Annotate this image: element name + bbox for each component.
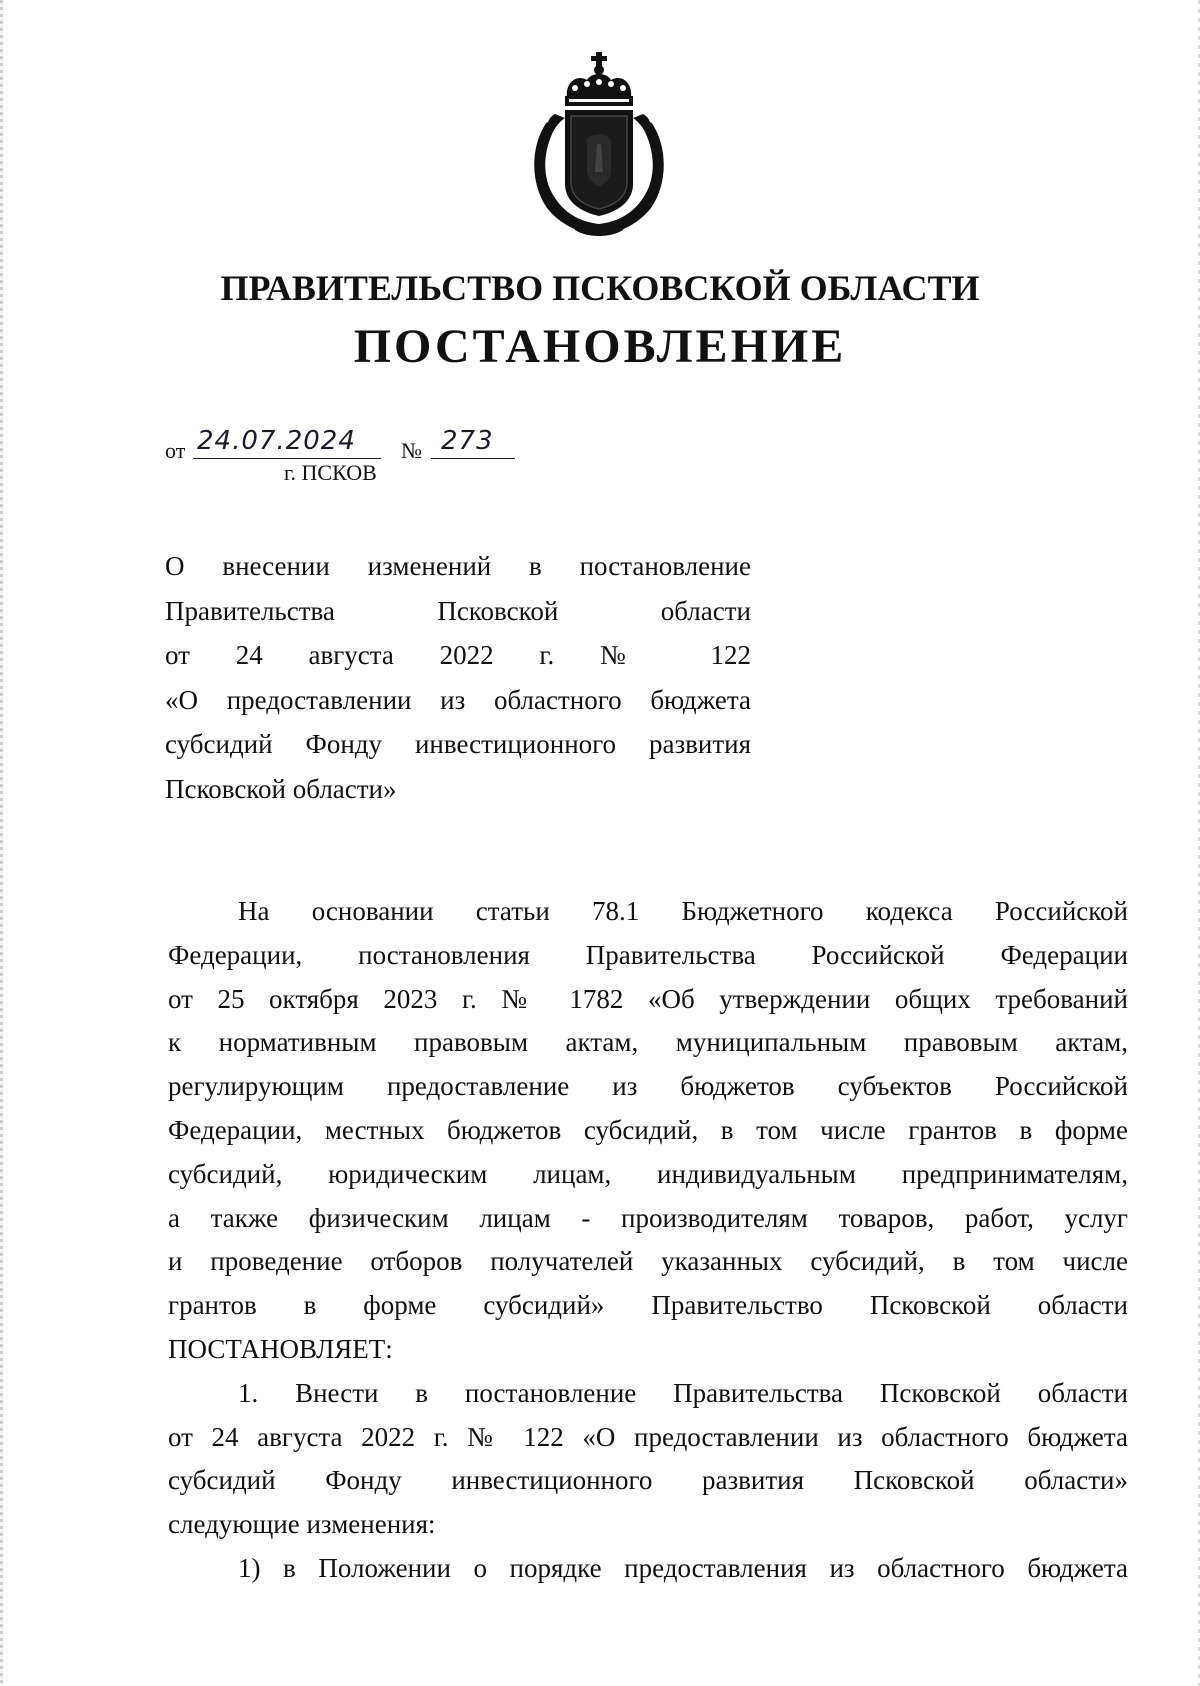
city-label: г. ПСКОВ xyxy=(284,460,377,485)
number-label: № xyxy=(401,438,422,463)
body-line: На основании статьи 78.1 Бюджетного кодекса Российской xyxy=(238,896,1128,926)
body-line: 1) в Положении о порядке предоставления из областного бюджета xyxy=(238,1552,1128,1583)
body-line: субсидий, юридическим лицам, индивидуальным предпринимателям, xyxy=(168,1158,1128,1189)
handwritten-date: 24.07.2024 xyxy=(197,426,356,456)
subject-line: от 24 августа 2022 г. № 122 xyxy=(165,640,751,670)
body-line: к нормативным правовым актам, муниципальным правовым актам, xyxy=(168,1027,1128,1058)
subject-line: О внесении изменений в постановление xyxy=(165,551,751,581)
date-from-label: от xyxy=(165,438,186,463)
organization-title: ПРАВИТЕЛЬСТВО ПСКОВСКОЙ ОБЛАСТИ xyxy=(220,268,980,308)
body-line: Федерации, местных бюджетов субсидий, в том числе грантов в форме xyxy=(168,1114,1128,1145)
body-line: от 25 октября 2023 г. № 1782 «Об утверждении общих требований xyxy=(168,983,1128,1014)
body-line: регулирующим предоставление из бюджетов субъектов Российской xyxy=(168,1071,1128,1102)
subject-line: субсидий Фонду инвестиционного развития xyxy=(165,729,751,759)
handwritten-number: 273 xyxy=(441,426,494,456)
subject-line: «О предоставлении из областного бюджета xyxy=(165,684,751,715)
subject-line: Правительства Псковской области xyxy=(165,595,751,626)
body-line: ПОСТАНОВЛЯЕТ: xyxy=(168,1333,393,1364)
pskov-oblast-coat-of-arms-icon xyxy=(525,52,673,238)
body-line: и проведение отборов получателей указанных субсидий, в том числе xyxy=(168,1246,1128,1277)
document-body xyxy=(168,890,1128,1591)
body-line: а также физическим лицам - производителям товаров, работ, услуг xyxy=(168,1202,1128,1233)
body-line: от 24 августа 2022 г. № 122 «О предоставлении из областного бюджета xyxy=(168,1421,1128,1452)
number-underline xyxy=(431,458,515,459)
document-type-title: ПОСТАНОВЛЕНИЕ xyxy=(353,320,847,373)
body-line: грантов в форме субсидий» Правительство Псковской области xyxy=(168,1290,1128,1321)
body-line: 1. Внести в постановление Правительства Псковской области xyxy=(238,1377,1128,1408)
date-underline xyxy=(193,458,381,459)
document-subject xyxy=(165,544,751,811)
body-line: Федерации, постановления Правительства Российской Федерации xyxy=(168,939,1128,970)
body-line: следующие изменения: xyxy=(168,1509,436,1540)
scan-edge-left xyxy=(0,0,3,1686)
body-line: субсидий Фонду инвестиционного развития Псковской области» xyxy=(168,1465,1128,1496)
subject-line: Псковской области» xyxy=(165,773,397,804)
